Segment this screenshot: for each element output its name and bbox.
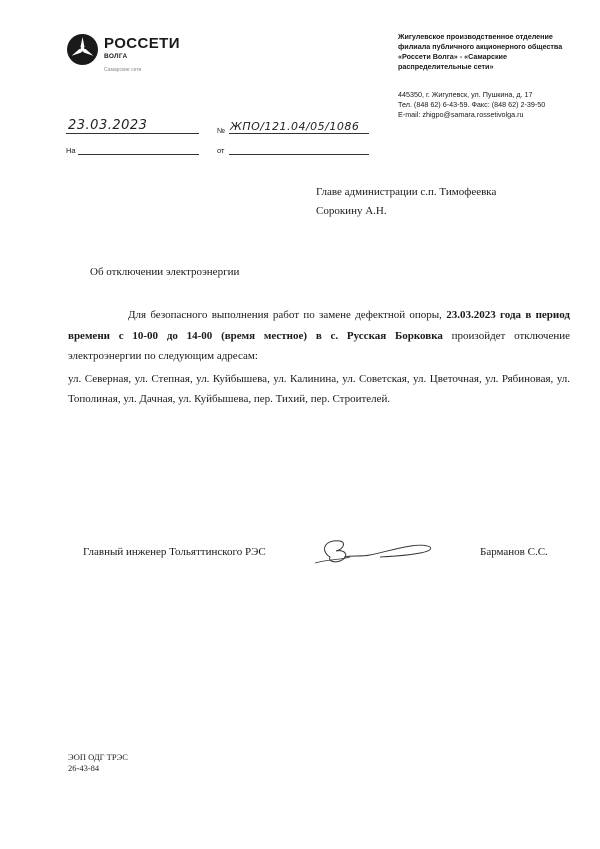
email-line: E-mail: zhigpo@samara.rossetivolga.ru (398, 110, 524, 119)
outage-details: 23.03.2023 года в период времени с 10-00 до 14-00 (время местное) в с. Русская Борковка (68, 309, 570, 342)
on-line (78, 154, 199, 155)
org-line: филиала публичного акционерного общества (398, 42, 563, 51)
letter-body (68, 305, 570, 410)
on-label: На (66, 146, 76, 155)
logo-name: РОССЕТИ (104, 35, 180, 52)
addressee-line-1: Главе администрации с.п. Тимофеевка (316, 186, 497, 198)
executor-phone: 26-43-84 (68, 763, 100, 773)
address-line: 445350, г. Жигулевск, ул. Пушкина, д. 17 (398, 90, 533, 99)
number-prefix: № (217, 126, 226, 135)
date-handwritten: 23.03.2023 (68, 118, 148, 133)
signatory-name: Барманов С.С. (480, 546, 548, 558)
rosseti-logo-icon (66, 33, 99, 66)
executor-footer (68, 752, 128, 774)
executor-line: ЭОП ОДГ ТРЭС (68, 752, 128, 762)
org-name-block (398, 32, 583, 72)
contacts-block (398, 90, 583, 120)
subject-line: Об отключении электроэнергии (90, 266, 240, 278)
logo-tagline: Самарские сети (104, 67, 142, 73)
addressee-line-2: Сорокину А.Н. (316, 205, 387, 217)
number-line (229, 133, 369, 134)
number-handwritten: ЖПО/121.04/05/1086 (230, 120, 360, 133)
company-logo (66, 33, 186, 78)
body-paragraph-1: Для безопасного выполнения работ по замене дефектной опоры, 23.03.2023 года в период времени с 10-00 до 14-00 (время местное) в с. Русская Борковка произойдет отключение электроэнергии по следующим адресам: (68, 309, 570, 362)
from-label: от (217, 146, 225, 155)
body-paragraph-2: ул. Северная, ул. Степная, ул. Куйбышева, ул. Калинина, ул. Советская, ул. Цветочная, ул. Рябиновая, ул. Тополиная, ул. Дачная, ул. Куйбышева, пер. Тихий, пер. Строителей. (68, 372, 570, 405)
signature-image (310, 533, 440, 569)
date-line (66, 133, 199, 134)
org-line: распределительные сети» (398, 62, 494, 71)
from-line (229, 154, 369, 155)
logo-sub: ВОЛГА (104, 53, 128, 60)
signatory-role: Главный инженер Тольяттинского РЭС (83, 546, 266, 558)
org-line: «Россети Волга» - «Самарские (398, 52, 507, 61)
phone-line: Тел. (848 62) 6-43-59. Факс: (848 62) 2-39-50 (398, 100, 546, 109)
addressee (316, 183, 496, 221)
org-line: Жигулевское производственное отделение (398, 32, 553, 41)
